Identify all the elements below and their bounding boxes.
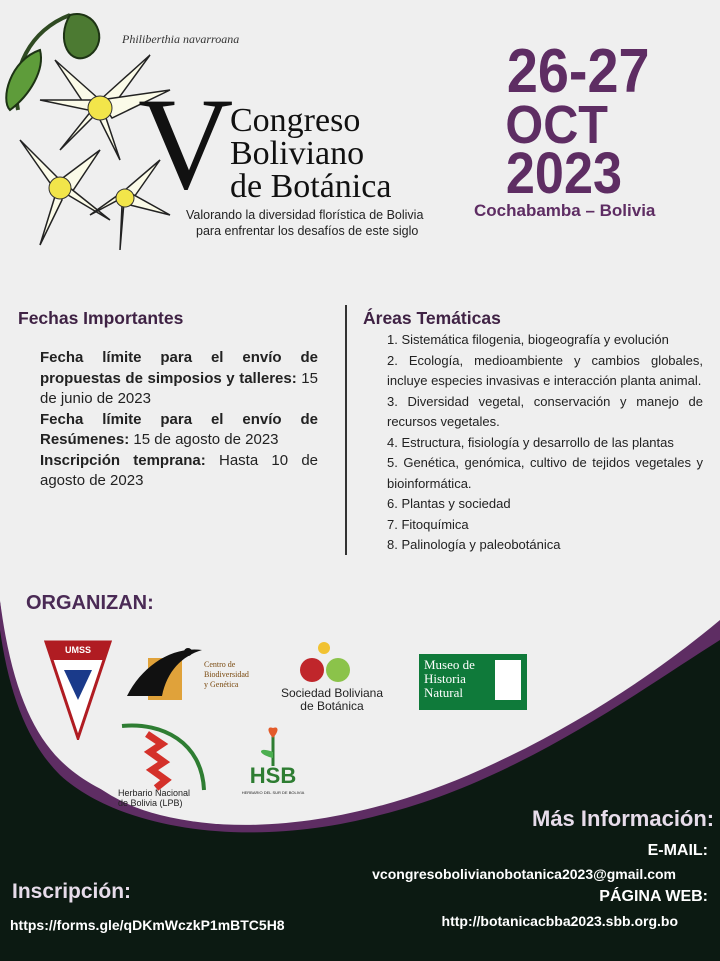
roman-numeral: V <box>138 70 234 217</box>
area-item: 6. Plantas y sociedad <box>387 496 511 511</box>
area-item: 4. Estructura, fisiología y desarrollo de las plantas <box>387 434 674 450</box>
area-item: 2. Ecología, medioambiente y cambios globales, incluye especies invasivas e interacción planta animal. <box>387 352 703 388</box>
cbg-line: Centro de <box>204 660 236 669</box>
event-days: 26-27 <box>507 37 650 106</box>
bird-icon <box>122 636 202 706</box>
fechas-heading: Fechas Importantes <box>18 308 184 328</box>
info-heading: Más Información: <box>532 806 715 831</box>
lpb-line: de Bolivia (LPB) <box>118 798 183 808</box>
area-item: 7. Fitoquímica <box>387 516 469 532</box>
title-line-1: Congreso <box>230 102 361 139</box>
museo-logo <box>419 654 527 710</box>
area-item: 1. Sistemática filogenia, biogeografía y evolución <box>387 332 669 347</box>
areas-list <box>363 330 703 556</box>
organizers-heading: ORGANIZAN: <box>26 592 154 614</box>
fecha-item: Inscripción temprana: Hasta 10 de agosto de 2023 <box>40 451 318 489</box>
area-item: 8. Palinología y paleobotánica <box>387 537 561 552</box>
museo-emblem-icon <box>495 660 521 700</box>
museo-line: Natural <box>424 685 463 700</box>
cbg-logo <box>122 636 272 706</box>
sbb-logo <box>272 640 392 720</box>
email-label: E-MAIL: <box>647 842 708 859</box>
web-link[interactable]: http://botanicacbba2023.sbb.org.bo <box>441 913 678 929</box>
subtitle-line-2: para enfrentar los desafíos de este siglo <box>196 224 419 238</box>
lpb-logo <box>112 722 222 812</box>
hsb-sub: HERBARIO DEL SUR DE BOLIVIA <box>241 790 305 795</box>
hsb-label: HSB <box>249 763 297 788</box>
cbg-line: y Genética <box>204 680 239 689</box>
plant-icon <box>238 726 308 766</box>
title-line-3: de Botánica <box>230 168 392 205</box>
email-link[interactable]: vcongresobolivianobotanica2023@gmail.com <box>372 866 676 882</box>
sbb-emblem-icon <box>272 640 392 686</box>
umss-logo <box>44 640 112 740</box>
heliconia-icon <box>112 722 222 792</box>
event-year: 2023 <box>505 141 622 206</box>
sbb-line: de Botánica <box>300 699 364 713</box>
museo-line: Historia <box>424 671 466 686</box>
cbg-line: Biodiversidad <box>204 670 249 679</box>
inscripcion-heading: Inscripción: <box>12 880 132 903</box>
umss-label: UMSS <box>64 645 91 655</box>
column-divider <box>345 305 347 555</box>
umss-shield-icon <box>44 640 112 740</box>
web-label: PÁGINA WEB: <box>599 888 708 905</box>
event-month: OCT <box>505 95 608 155</box>
area-item: 5. Genética, genómica, cultivo de tejidos vegetales y bioinformática. <box>387 455 703 491</box>
inscripcion-link[interactable]: https://forms.gle/qDKmWczkP1mBTC5H8 <box>10 917 285 933</box>
event-city: Cochabamba – Bolivia <box>474 201 656 220</box>
species-caption: Philiberthia navarroana <box>122 32 240 46</box>
fechas-list <box>40 348 318 492</box>
fecha-item: Fecha límite para el envío de propuestas de simposios y talleres: 15 de junio de 2023 <box>40 349 318 407</box>
fecha-item: Fecha límite para el envío de Resúmenes: 15 de agosto de 2023 <box>40 410 318 448</box>
hsb-logo <box>238 726 308 806</box>
areas-heading: Áreas Temáticas <box>363 308 501 328</box>
title-line-2: Boliviano <box>230 135 365 172</box>
sbb-line: Sociedad Boliviana <box>280 686 384 700</box>
lpb-line: Herbario Nacional <box>118 788 191 798</box>
area-item: 3. Diversidad vegetal, conservación y manejo de recursos vegetales. <box>387 393 703 429</box>
museo-line: Museo de <box>424 657 475 672</box>
subtitle-line-1: Valorando la diversidad florística de Bolivia <box>186 208 424 222</box>
